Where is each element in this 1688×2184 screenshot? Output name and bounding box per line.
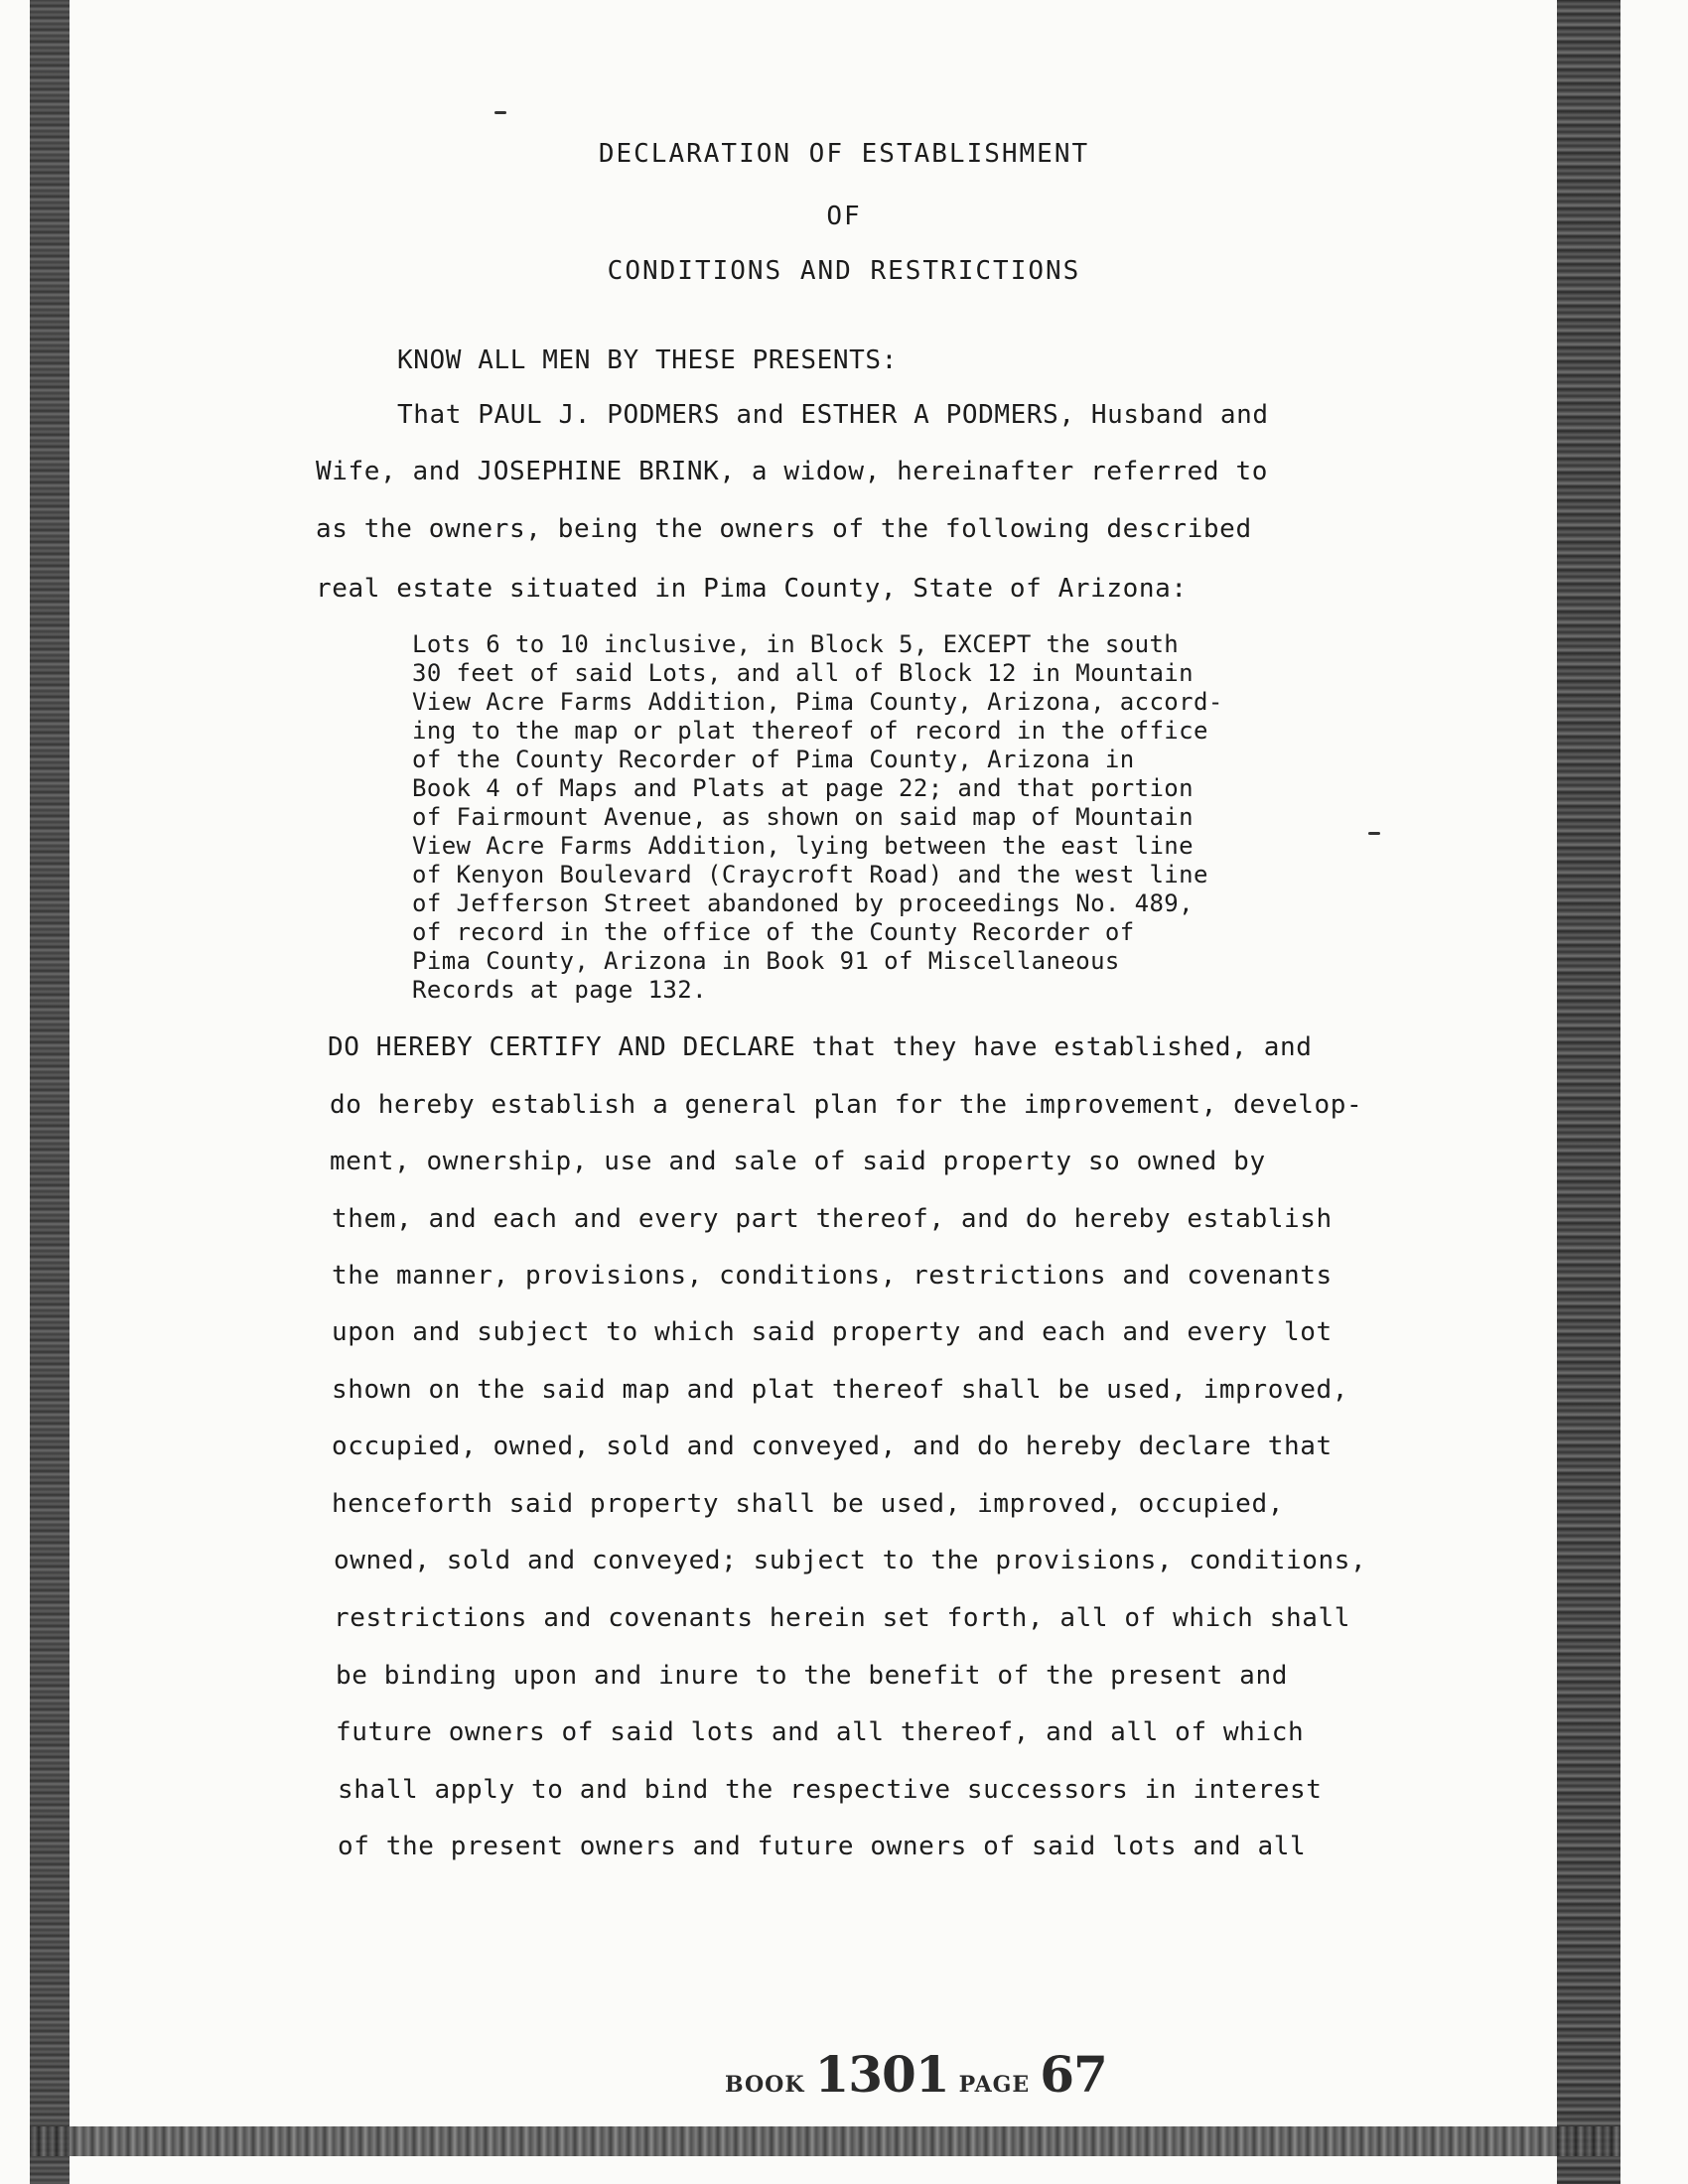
scan-border-right [1557, 0, 1620, 2184]
book-number: 1301 [814, 2045, 949, 2104]
intro-line: as the owners, being the owners of the following described [316, 514, 1252, 544]
legal-line: ing to the map or plat thereof of record in the office [412, 717, 1208, 745]
legal-line: View Acre Farms Addition, lying between the east line [412, 832, 1195, 860]
document-title-line-2: OF [826, 202, 862, 231]
legal-line: Pima County, Arizona in Book 91 of Miscellaneous [412, 947, 1120, 975]
body-line: ment, ownership, use and sale of said property so owned by [330, 1147, 1266, 1176]
page-number: 67 [1040, 2045, 1107, 2104]
body-line: be binding upon and inure to the benefit of the present and [336, 1661, 1288, 1691]
intro-line: KNOW ALL MEN BY THESE PRESENTS: [397, 345, 898, 375]
body-line: restrictions and covenants herein set forth, all of which shall [334, 1603, 1350, 1633]
body-line: shown on the said map and plat thereof shall be used, improved, [332, 1375, 1348, 1405]
body-line: henceforth said property shall be used, improved, occupied, [332, 1489, 1284, 1519]
body-line: of the present owners and future owners of said lots and all [338, 1832, 1307, 1861]
legal-line: of Fairmount Avenue, as shown on said map of Mountain [412, 803, 1195, 831]
body-line: occupied, owned, sold and conveyed, and do hereby declare that [332, 1432, 1333, 1461]
scan-border-left [30, 0, 70, 2184]
legal-line: 30 feet of said Lots, and all of Block 12 in Mountain [412, 659, 1195, 687]
scan-border-bottom [30, 2126, 1620, 2156]
legal-line: Lots 6 to 10 inclusive, in Block 5, EXCEPT the south [412, 630, 1180, 658]
legal-description-block [412, 630, 1365, 1005]
legal-line: of record in the office of the County Recorder of [412, 918, 1135, 946]
book-page-stamp [725, 2045, 1107, 2104]
legal-line: View Acre Farms Addition, Pima County, Arizona, accord- [412, 688, 1223, 716]
body-line: them, and each and every part thereof, and do hereby establish [332, 1204, 1333, 1234]
body-line: upon and subject to which said property and each and every lot [332, 1317, 1333, 1347]
intro-line: Wife, and JOSEPHINE BRINK, a widow, hereinafter referred to [316, 457, 1268, 486]
body-line: do hereby establish a general plan for the improvement, develop- [330, 1090, 1363, 1120]
page-label: PAGE [958, 2072, 1031, 2098]
document-title-line-1: DECLARATION OF ESTABLISHMENT [598, 139, 1090, 169]
legal-line: Records at page 132. [412, 976, 707, 1004]
body-line: shall apply to and bind the respective successors in interest [338, 1775, 1323, 1805]
body-line: the manner, provisions, conditions, restrictions and covenants [332, 1261, 1333, 1291]
body-line: future owners of said lots and all thereof, and all of which [336, 1717, 1305, 1747]
body-line: DO HEREBY CERTIFY AND DECLARE that they have established, and [328, 1032, 1313, 1062]
legal-line: Book 4 of Maps and Plats at page 22; and that portion [412, 774, 1195, 802]
legal-line: of Kenyon Boulevard (Craycroft Road) and the west line [412, 861, 1208, 888]
legal-line: of the County Recorder of Pima County, Arizona in [412, 746, 1135, 773]
book-label: BOOK [725, 2072, 805, 2098]
body-line: owned, sold and conveyed; subject to the provisions, conditions, [334, 1546, 1367, 1575]
scan-speck [1368, 832, 1380, 835]
legal-line: of Jefferson Street abandoned by proceedings No. 489, [412, 889, 1195, 917]
scan-speck [494, 111, 506, 114]
intro-line: real estate situated in Pima County, State of Arizona: [316, 574, 1188, 604]
document-title-line-3: CONDITIONS AND RESTRICTIONS [607, 256, 1081, 286]
intro-line: That PAUL J. PODMERS and ESTHER A PODMERS, Husband and [397, 400, 1269, 430]
